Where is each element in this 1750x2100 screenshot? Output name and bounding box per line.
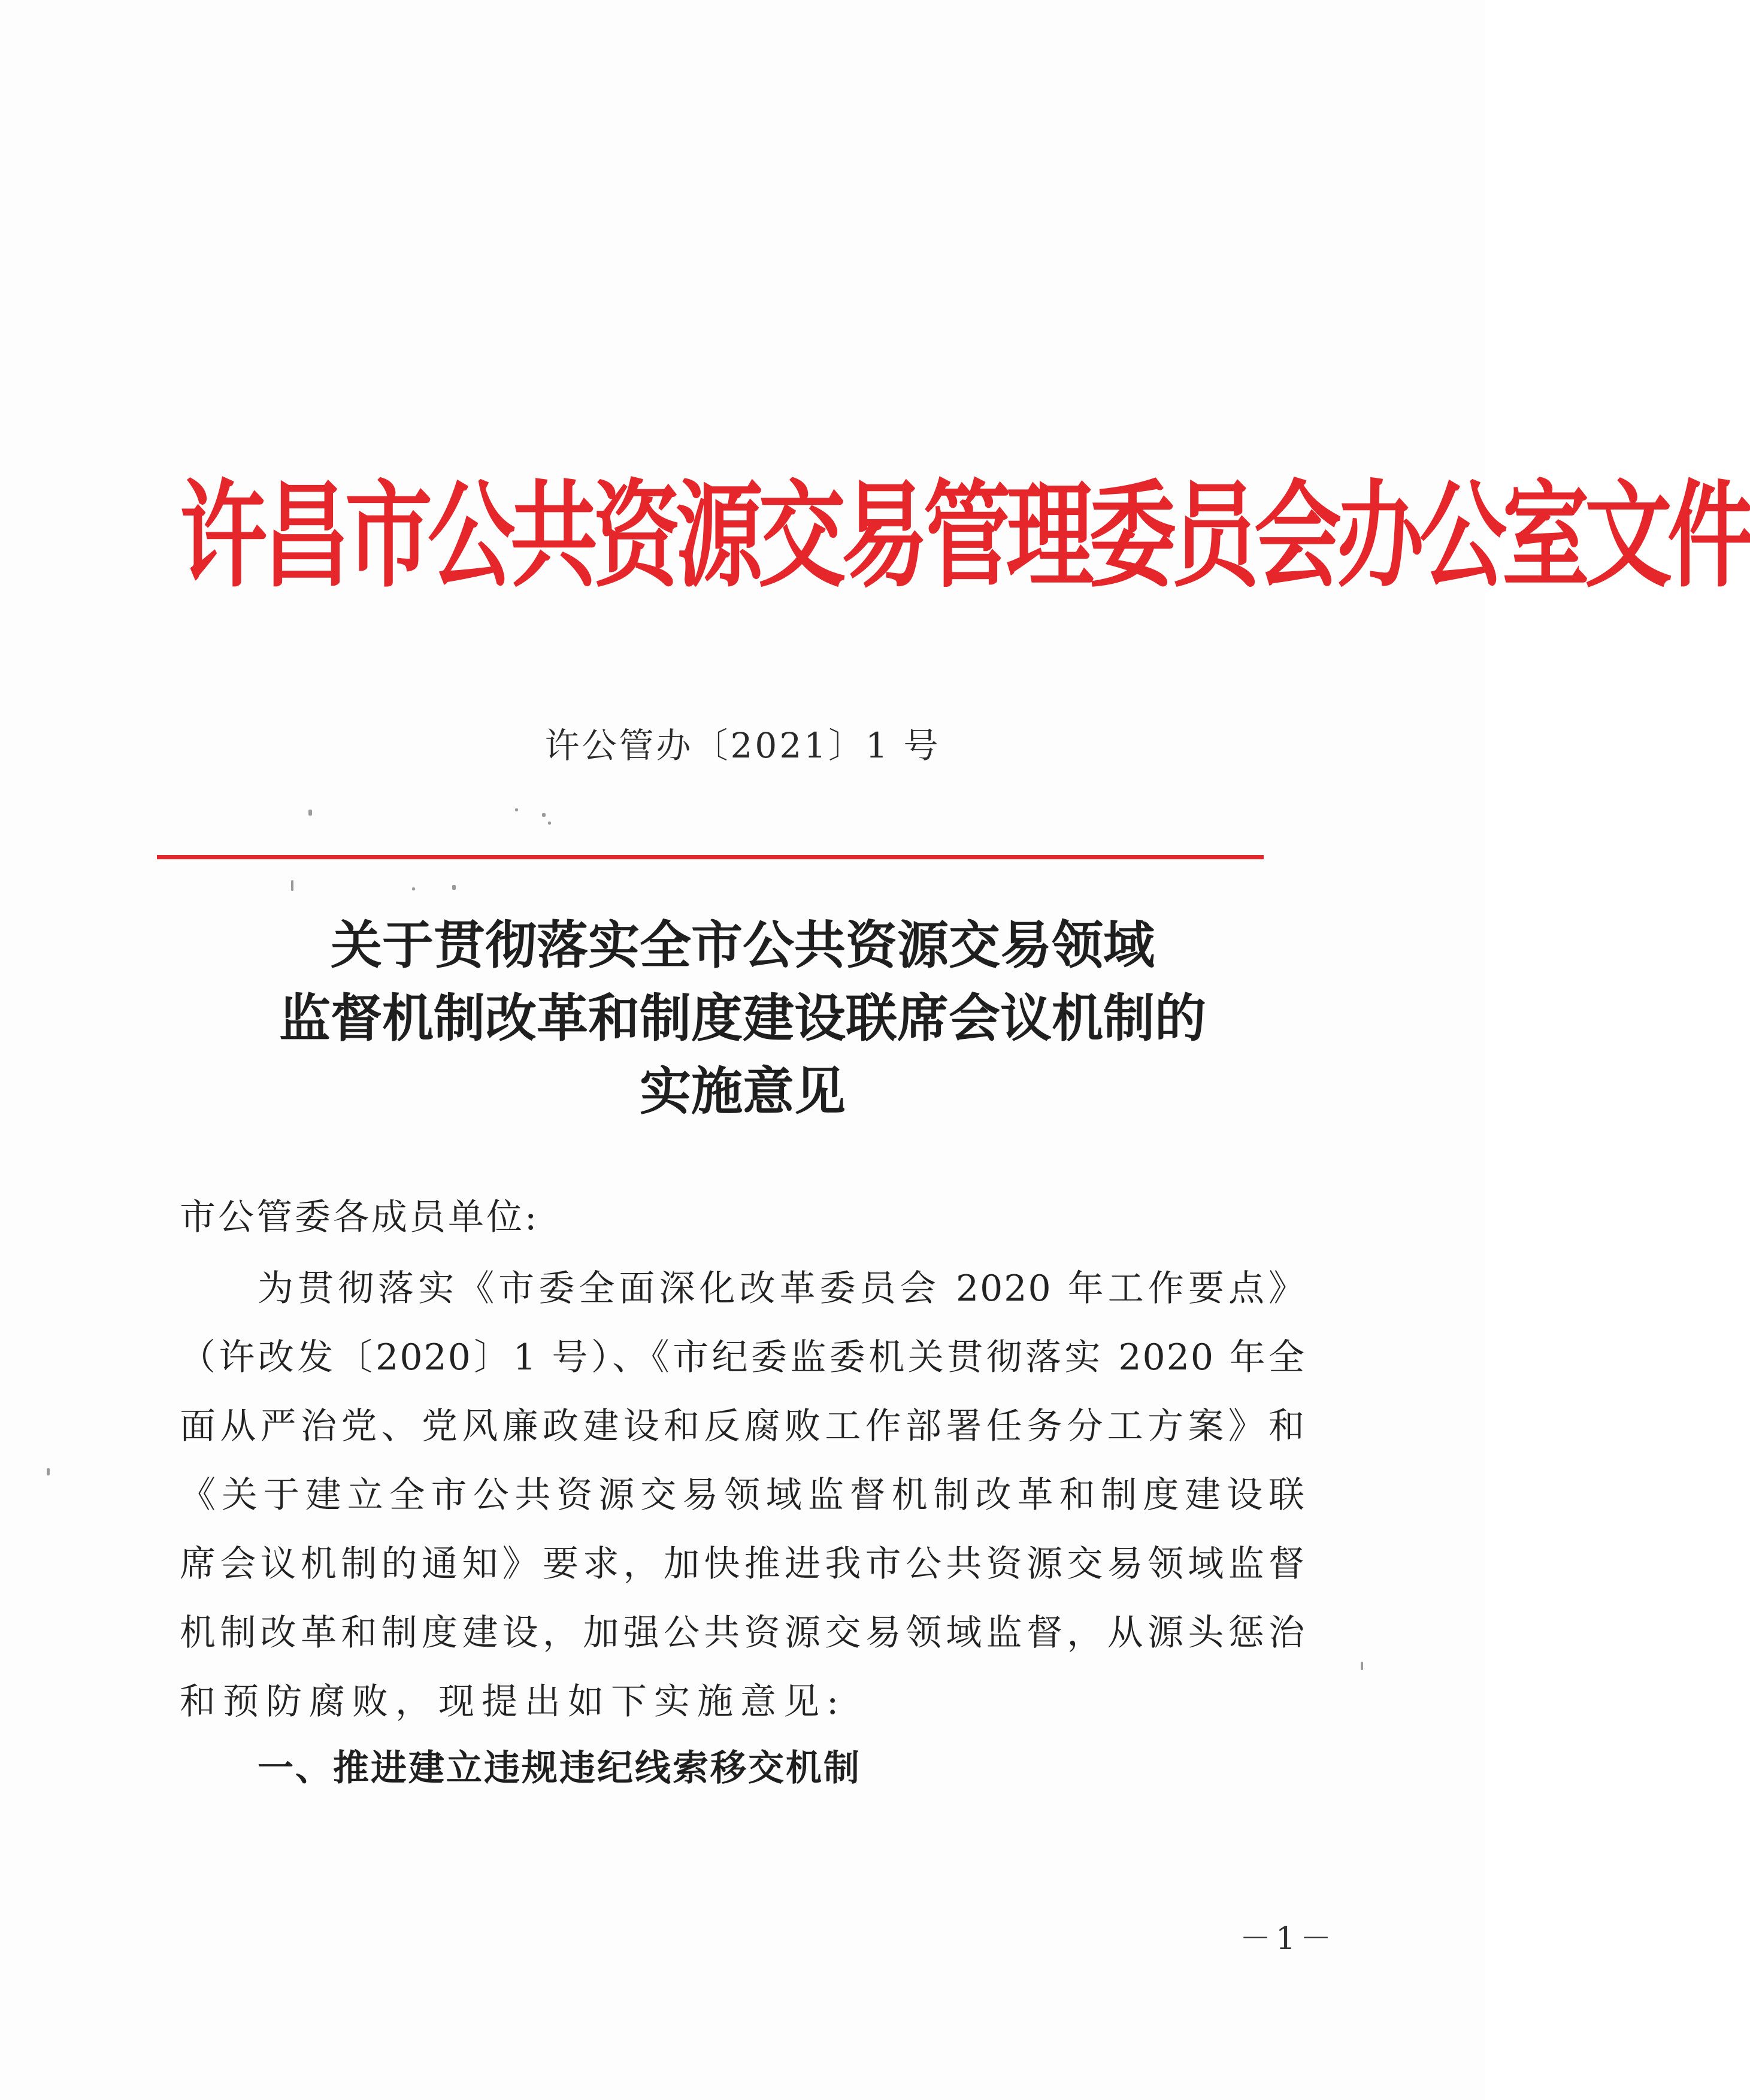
red-divider-line <box>157 855 1264 859</box>
body-line: 《关于建立全市公共资源交易领域监督机制改革和制度建设联 <box>180 1474 1306 1516</box>
document-number: 许公管办〔2021〕1 号 <box>544 725 941 766</box>
scan-speck <box>47 1468 50 1475</box>
title-line-1: 关于贯彻落实全市公共资源交易领域 <box>331 915 1155 975</box>
title-line-2: 监督机制改革和制度建设联席会议机制的 <box>279 988 1206 1049</box>
scan-speck <box>1361 1662 1363 1670</box>
title-line-3: 实施意见 <box>640 1061 846 1122</box>
body-line: 面从严治党、党风廉政建设和反腐败工作部署任务分工方案》和 <box>180 1405 1306 1447</box>
scan-speck <box>515 808 518 811</box>
scan-speck <box>291 880 293 891</box>
body-line: 和预防腐败，现提出如下实施意见: <box>180 1681 846 1723</box>
scan-speck <box>542 813 546 817</box>
page-number: －1－ <box>1240 1921 1337 1957</box>
salutation: 市公管委各成员单位: <box>180 1196 540 1238</box>
scan-speck <box>548 822 551 825</box>
section-heading: 一、推进建立违规违纪线索移交机制 <box>258 1747 861 1789</box>
scan-speck <box>308 810 312 816</box>
scan-speck <box>452 885 456 890</box>
body-line: 为贯彻落实《市委全面深化改革委员会 2020 年工作要点》 <box>258 1268 1306 1310</box>
body-line: 机制改革和制度建设，加强公共资源交易领域监督，从源头惩治 <box>180 1612 1306 1654</box>
masthead-title: 许昌市公共资源交易管理委员会办公室文件 <box>180 468 1750 604</box>
body-line: 席会议机制的通知》要求，加快推进我市公共资源交易领域监督 <box>180 1543 1306 1585</box>
scan-speck <box>412 887 415 890</box>
body-paragraph <box>180 1254 1306 1737</box>
body-line: （许改发〔2020〕1 号）、《市纪委监委机关贯彻落实 2020 年全 <box>180 1337 1306 1378</box>
document-title <box>0 909 1485 1128</box>
